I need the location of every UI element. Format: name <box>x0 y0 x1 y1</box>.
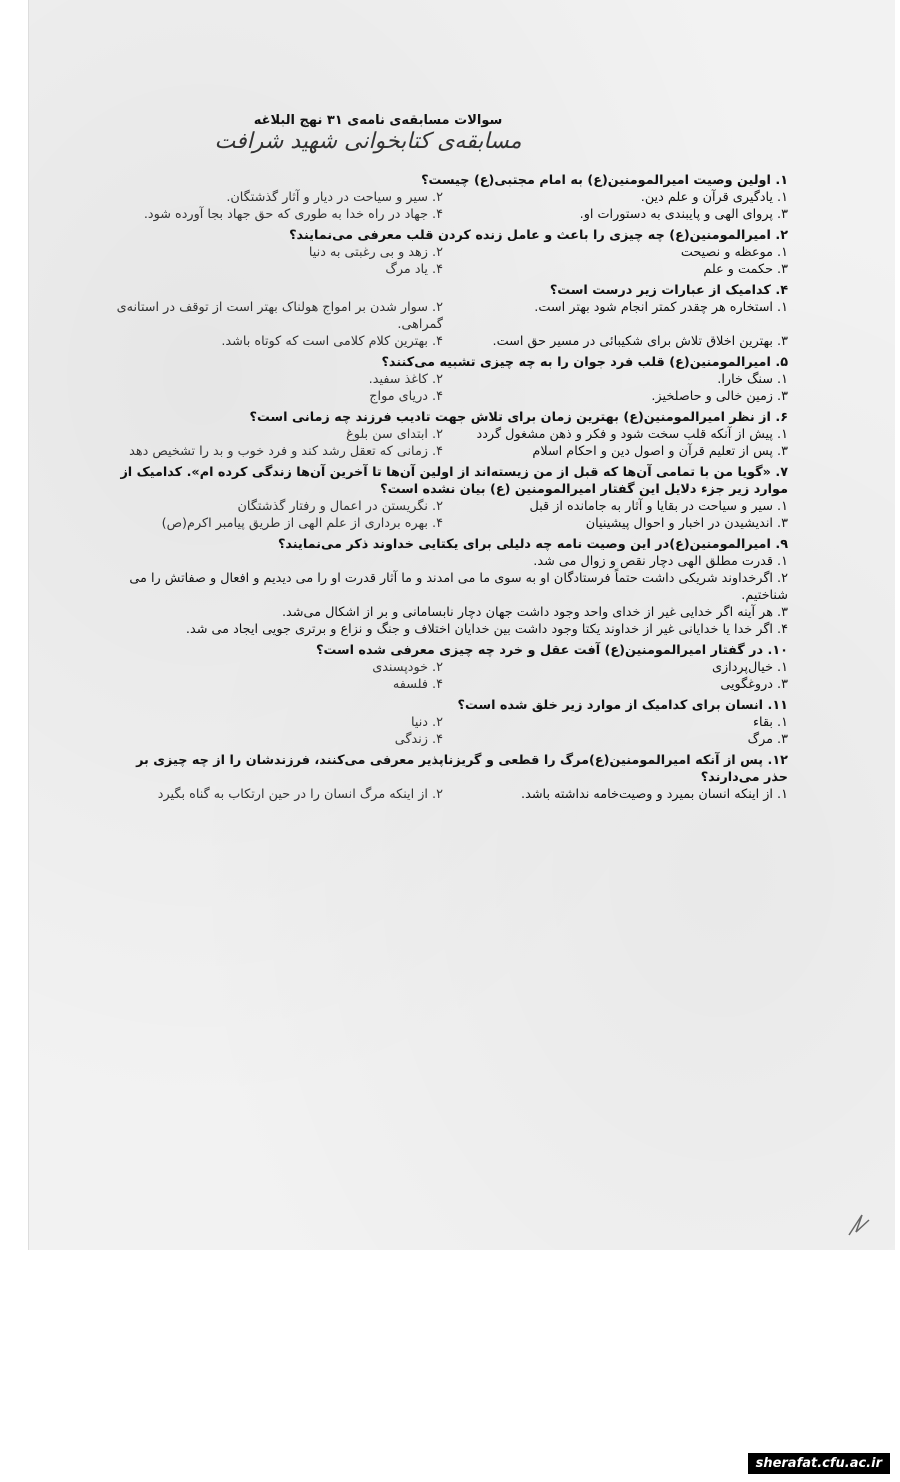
question-block <box>108 227 788 278</box>
option-text: ۱. یادگیری قرآن و علم دین. <box>640 190 788 205</box>
option-text: ۱. قدرت مطلق الهی دچار نقص و زوال می شد. <box>533 554 788 569</box>
option-text: ۲. خودپسندی <box>372 660 443 675</box>
option-text: ۲. زهد و بی رغبتی به دنیا <box>308 245 443 260</box>
option-text: ۳. زمین خالی و حاصلخیز. <box>651 389 788 404</box>
question-block <box>108 752 788 803</box>
question-text: ۱۲. پس از آنکه امیرالمومنین(ع)مرگ را قطعی و گریزناپذیر معرفی می‌کنند، فرزندشان را از چه چیزی بر حذر می‌دارند؟ <box>136 753 788 785</box>
option-row <box>108 786 788 803</box>
option-text: ۲. کاغذ سفید. <box>368 372 443 387</box>
option-text: ۳. حکمت و علم <box>703 262 788 277</box>
question-text: ۴. کدامیک از عبارات زیر درست است؟ <box>549 283 788 298</box>
question-block <box>108 409 788 460</box>
option-row <box>108 443 788 460</box>
option-text: ۴. فلسفه <box>392 677 443 692</box>
question-block <box>108 282 788 350</box>
option-row <box>108 426 788 443</box>
option-text: ۳. هر آینه اگر خدایی غیر از خدای واحد وجود داشت جهان دچار نابسامانی و بر از اشکال می‌شد. <box>281 605 788 620</box>
question-block <box>108 697 788 748</box>
option-row <box>108 261 788 278</box>
option-row <box>108 714 788 731</box>
handwritten-caption: مسابقه‌ی کتابخوانی شهید شرافت <box>214 129 522 154</box>
option-text: ۴. یاد مرگ <box>385 262 443 277</box>
question-text: ۶. از نظر امیرالمومنین(ع) بهترین زمان برای تلاش جهت تادیب فرزند چه زمانی است؟ <box>249 410 788 425</box>
option-row <box>108 189 788 206</box>
question-text: ۱۱. انسان برای کدامیک از موارد زیر خلق شده است؟ <box>457 698 788 713</box>
option-text: ۳. اندیشیدن در اخبار و احوال پیشینیان <box>585 516 788 531</box>
option-text: ۴. بهترین کلام کلامی است که کوتاه باشد. <box>221 334 443 349</box>
question-text: ۱. اولین وصیت امیرالمومنین(ع) به امام مجتبی(ع) چیست؟ <box>421 173 788 188</box>
option-row <box>108 206 788 223</box>
option-text: ۱. سیر و سیاحت در بقایا و آثار به جامانده از قبل <box>529 499 788 514</box>
option-text: ۲. اگرخداوند شریکی داشت حتماً فرستادگان او به سوی ما می امدند و ما آثار قدرت او را می دیدیم و افعال و صفاتش را می شناختیم. <box>129 571 788 603</box>
option-row <box>108 498 788 515</box>
option-text: ۲. سوار شدن بر امواج هولناک بهتر است از توقف در استانه‌ی گمراهی. <box>116 300 443 332</box>
option-text: ۱. استخاره هر چقدر کمتر انجام شود بهتر است. <box>534 300 788 315</box>
option-text: ۳. بهترین اخلاق تلاش برای شکیبائی در مسیر حق است. <box>492 334 788 349</box>
option-text: ۳. دروغگویی <box>720 677 788 692</box>
question-sheet <box>108 112 788 807</box>
pen-mark-icon <box>844 1210 874 1240</box>
option-text: ۳. پس از تعلیم قرآن و اصول دین و احکام اسلام <box>532 444 788 459</box>
question-text: ۱۰. در گفتار امیرالمومنین(ع) آفت عقل و خرد چه چیزی معرفی شده است؟ <box>316 643 788 658</box>
option-text: ۱. پیش از آنکه قلب سخت شود و فکر و ذهن مشغول گردد <box>476 427 788 442</box>
option-text: ۴. دریای مواج <box>369 389 443 404</box>
option-text: ۲. نگریستن در اعمال و رفتار گذشتگان <box>237 499 443 514</box>
option-row <box>108 659 788 676</box>
question-text: ۵. امیرالمومنین(ع) قلب فرد جوان را به چه چیزی تشبیه می‌کنند؟ <box>381 355 788 370</box>
question-list <box>108 172 788 803</box>
option-text: ۴. زمانی که تعقل رشد کند و فرد خوب و بد را تشخیص دهد <box>129 444 443 459</box>
option-text: ۴. جهاد در راه خدا به طوری که حق جهاد بجا آورده شود. <box>143 207 443 222</box>
option-text: ۲. ابتدای سن بلوغ <box>346 427 443 442</box>
option-text: ۴. زندگی <box>394 732 443 747</box>
option-text: ۲. دنیا <box>410 715 443 730</box>
option-text: ۴. بهره برداری از علم الهی از طریق پیامبر اکرم(ص) <box>161 516 443 531</box>
option-text: ۱. از اینکه انسان بمیرد و وصیت‌خامه نداشته باشد. <box>521 787 788 802</box>
option-row <box>108 244 788 261</box>
question-block <box>108 172 788 223</box>
question-block <box>108 536 788 638</box>
question-block <box>108 464 788 532</box>
option-row <box>108 299 788 333</box>
page-title: سوالات مسابقه‌ی نامه‌ی ۳۱ نهج البلاغه <box>253 113 503 128</box>
option-text: ۲. از اینکه مرگ انسان را در حین ارتکاب به گناه بگیرد <box>157 787 443 802</box>
option-text: ۱. موعظه و نصیحت <box>680 245 788 260</box>
option-row <box>108 388 788 405</box>
option-text: ۲. سیر و سیاحت در دیار و آثار گذشتگان. <box>226 190 443 205</box>
question-text: ۲. امیرالمومنین(ع) چه چیزی را باعث و عامل زنده کردن قلب معرفی می‌نمایند؟ <box>289 228 788 243</box>
question-text: ۹. امیرالمومنین(ع)در این وصیت نامه چه دلیلی برای یکتایی خداوند ذکر می‌نمایند؟ <box>277 537 788 552</box>
question-text: ۷. «گویا من با تمامی آن‌ها که قبل از من زیسته‌اند از اولین آن‌ها تا آخرین آن‌ها زندگی کرده ام». کدامیک از موارد زیر جزء دلایل این گفتار امیرالمومنین (ع) بیان نشده است؟ <box>120 465 788 497</box>
question-block <box>108 642 788 693</box>
option-row <box>108 371 788 388</box>
question-block <box>108 354 788 405</box>
option-text: ۱. بقاء <box>753 715 788 730</box>
option-row <box>108 333 788 350</box>
watermark-footer: sherafat.cfu.ac.ir <box>748 1453 890 1474</box>
option-text: ۳. پروای الهی و پایبندی به دستورات او. <box>579 207 788 222</box>
option-text: ۴. اگر خدا یا خدایانی غیر از خداوند یکتا وجود داشت بین خدایان اختلاف و جنگ و نزاع و برتری جویی ایجاد می شد. <box>185 622 788 637</box>
option-row <box>108 515 788 532</box>
option-row <box>108 731 788 748</box>
option-text: ۳. مرگ <box>747 732 788 747</box>
option-row <box>108 676 788 693</box>
option-text: ۱. خیال‌پردازی <box>711 660 788 675</box>
option-text: ۱. سنگ خارا. <box>717 372 788 387</box>
